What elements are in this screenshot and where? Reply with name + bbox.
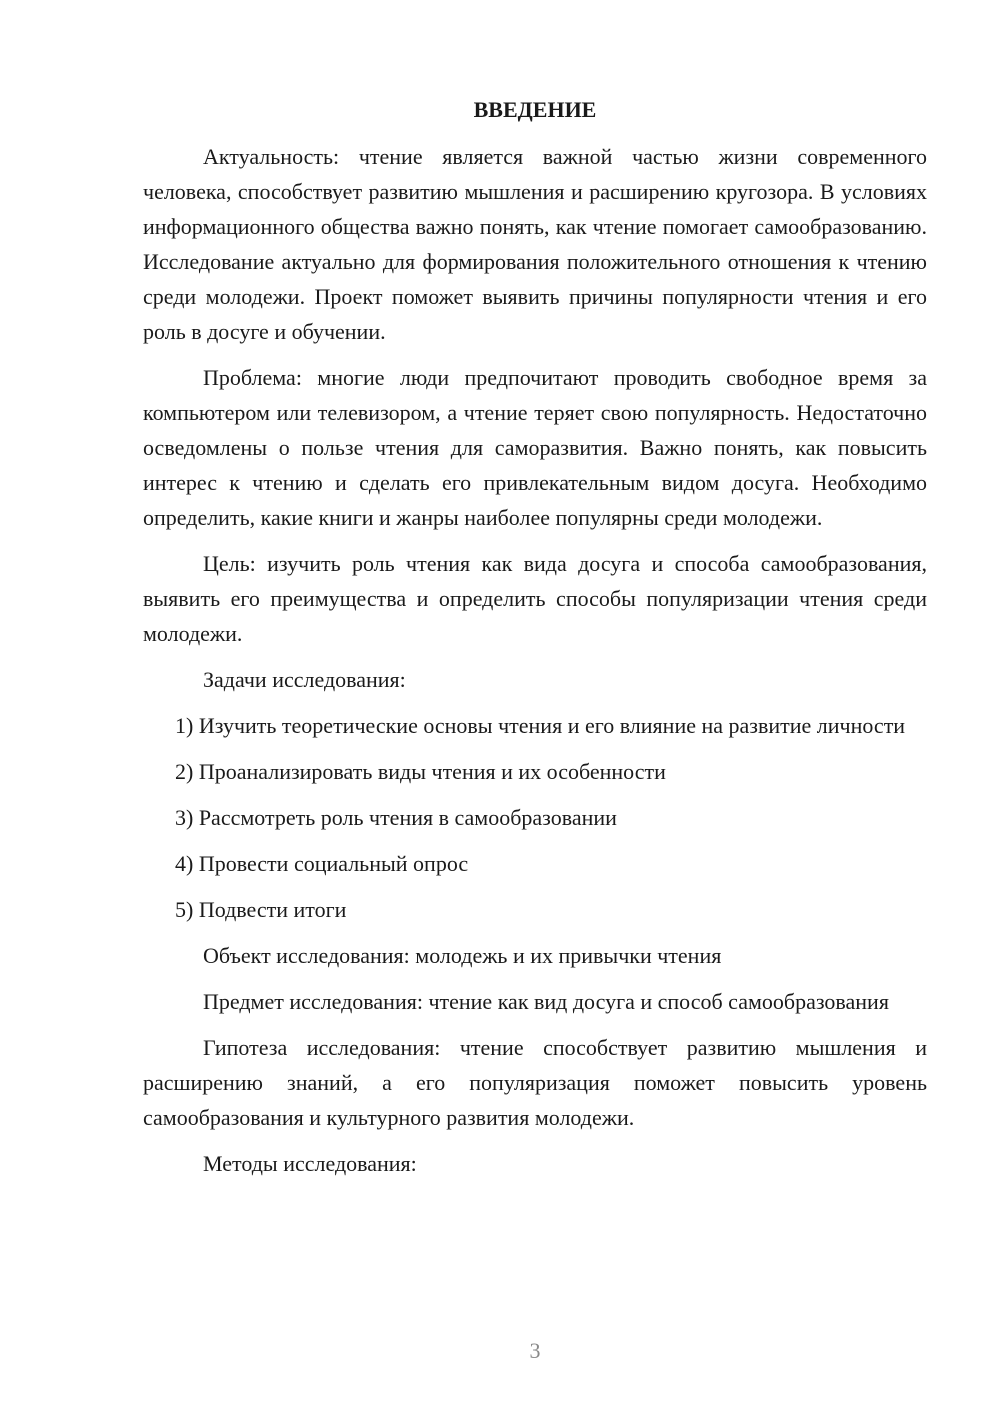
page-number: 3 xyxy=(529,1338,541,1363)
paragraph-subject: Предмет исследования: чтение как вид досуга и способ самообразования xyxy=(203,989,889,1014)
paragraph-problem: Проблема: многие люди предпочитают проводить свободное время за компьютером или телевизором, а чтение теряет свою популярность. Недостаточно осведомлены о пользе чтения для саморазвития. Важно понять, как повысить интерес к чтению и сделать его привлекательным видом досуга. Необходимо определить, какие книги и жанры наиболее популярны среди молодежи. xyxy=(143,365,927,530)
section-heading: ВВЕДЕНИЕ xyxy=(473,97,597,122)
page-content xyxy=(143,92,927,1192)
paragraph-object: Объект исследования: молодежь и их привычки чтения xyxy=(203,943,722,968)
task-item-4: 4) Провести социальный опрос xyxy=(175,851,469,876)
task-item-5: 5) Подвести итоги xyxy=(175,897,347,922)
task-item-1: 1) Изучить теоретические основы чтения и его влияние на развитие личности xyxy=(175,713,906,738)
paragraph-hypothesis: Гипотеза исследования: чтение способствует развитию мышления и расширению знаний, а его популяризация поможет повысить уровень самообразования и культурного развития молодежи. xyxy=(143,1035,927,1130)
task-item-3: 3) Рассмотреть роль чтения в самообразовании xyxy=(175,805,617,830)
paragraph-tasks-title: Задачи исследования: xyxy=(203,667,406,692)
paragraph-methods: Методы исследования: xyxy=(203,1151,417,1176)
paragraph-goal: Цель: изучить роль чтения как вида досуга и способа самообразования, выявить его преимущества и определить способы популяризации чтения среди молодежи. xyxy=(143,551,927,646)
task-item-2: 2) Проанализировать виды чтения и их особенности xyxy=(175,759,666,784)
paragraph-relevance: Актуальность: чтение является важной частью жизни современного человека, способствует развитию мышления и расширению кругозора. В условиях информационного общества важно понять, как чтение помогает самообразованию. Исследование актуально для формирования положительного отношения к чтению среди молодежи. Проект поможет выявить причины популярности чтения и его роль в досуге и обучении. xyxy=(143,144,927,344)
